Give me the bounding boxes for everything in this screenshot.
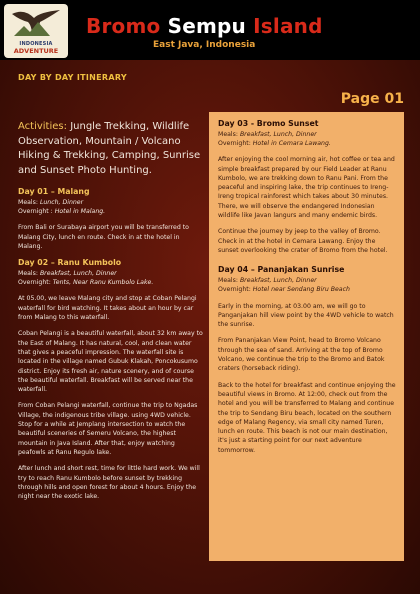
day4-overnight-label: Overnight: (218, 286, 251, 294)
day3-paragraph-1: After enjoying the cool morning air, hot coffee or tea and simple breakfast prepared by our Field Leader at Ranu Kumbolo, we are trekking down to Ranu Pani. From the peaceful and inspiring lake, the trip continues to Ireng-Ireng tropical rainforest which takes about 30 minutes. There, we will observe the endangered Indonesian wildlife like Javan langurs and many endemic birds. (218, 156, 395, 220)
day1-heading: Day 01 – Malang (18, 187, 90, 196)
header-bar (0, 0, 420, 60)
day2-paragraph-2: Coban Pelangi is a beautiful waterfall, about 32 km away to the East of Malang. It has natural, cool, and clean water that gives a peaceful impression. The waterfall site is located in the village named Gubuk Klakah, Poncokusumo district. Enjoy its fresh air, nature scenery, and of course the beautiful waterfall. Breakfast will be served near the waterfall. (18, 330, 203, 394)
activities-label: Activities: (18, 121, 67, 132)
day3-overnight-value: Hotel in Cemara Lawang. (252, 139, 331, 147)
day3-meals-label: Meals: (218, 130, 238, 138)
day4-heading: Day 04 – Pananjakan Sunrise (218, 265, 345, 275)
day2-overnight (18, 278, 203, 287)
company-logo (4, 4, 68, 58)
title-word-3: Island (253, 14, 323, 38)
day1-meals (18, 198, 203, 207)
logo-text-top: INDONESIA (19, 41, 53, 47)
day4-overnight (218, 285, 396, 294)
page-subtitle: East Java, Indonesia (153, 40, 256, 50)
day2-meals-label: Meals: (18, 269, 38, 277)
day3-overnight (218, 139, 396, 148)
day2-paragraph-1: At 05.00, we leave Malang city and stop at Coban Pelangi waterfall for bird watching. It takes about an hour by car from Malang to this waterfall. (18, 295, 197, 322)
day1-meals-label: Meals: (18, 198, 38, 206)
day2-meals-value: Breakfast, Lunch, Dinner (39, 269, 117, 277)
day2-paragraph-3: From Coban Pelangi waterfall, continue the trip to Ngadas Village, the indigenous tribe village. using 4WD vehicle. Stop for a while at Jemplang intersection to watch the beautiful sceneries of Semeru Volcano, the highest mountain in Java Island. After that, enjoy watching peafowls at Ranu Regulo lake. (18, 402, 198, 456)
activities-summary (18, 120, 203, 178)
title-word-2: Sempu (167, 14, 246, 38)
day2-paragraph-4: After lunch and short rest, time for little hard work. We will try to reach Ranu Kumbolo before sunset by trekking through hills and open forest for about 4 hours. Enjoy the night near the exotic lake. (18, 465, 200, 501)
eagle-logo-icon (10, 6, 62, 40)
day3-meals-value: Breakfast, Lunch, Dinner (239, 130, 317, 138)
day1-overnight (18, 207, 203, 216)
day4-paragraph-2: From Pananjakan View Point, head to Bromo Volcano through the sea of sand. Arriving at the top of Bromo Volcano, we continue the trip to the Bromo and Batok craters (horseback riding). (218, 337, 385, 373)
section-title: DAY BY DAY ITINERARY (18, 73, 127, 82)
day3-overnight-label: Overnight: (218, 139, 251, 147)
day3-heading: Day 03 - Bromo Sunset (218, 119, 319, 128)
day3-paragraph-2: Continue the journey by jeep to the valley of Bromo. Check in at the hotel in Cemara Lawang. Enjoy the sunset overlooking the crater of Bromo from the hotel. (218, 228, 388, 254)
day2-heading: Day 02 – Ranu Kumbolo (18, 258, 122, 268)
logo-text-bottom: ADVENTURE (13, 47, 59, 55)
page-title (86, 14, 323, 38)
left-column (18, 120, 203, 501)
day2-meals (18, 269, 203, 278)
right-column-box (209, 112, 404, 561)
day4-paragraph-3: Back to the hotel for breakfast and continue enjoying the beautiful views in Bromo. At 12:00, check out from the hotel and you will be transferred to Malang and continue the trip to Sendang Biru beach, located on the southern edge of Malang Regency, via small city named Turen, lunch en route. This beach is not our main destination, it's just a starting point for our next adventure tommorrow. (218, 381, 396, 454)
day3-meals (218, 130, 396, 139)
page-number: Page 01 (340, 91, 404, 107)
day1-paragraph-1: From Bali or Surabaya airport you will be transferred to Malang City, lunch en route. Check in at the hotel in Malang. (18, 224, 189, 250)
day1-overnight-value: Hotel in Malang. (54, 207, 106, 215)
day4-meals (218, 276, 396, 285)
day2-overnight-value: Tents, Near Ranu Kumbolo Lake. (52, 279, 154, 287)
title-word-1: Bromo (86, 14, 161, 38)
day1-overnight-label: Overnight : (18, 207, 53, 215)
day2-overnight-label: Overnight: (18, 279, 51, 287)
day4-overnight-value: Hotel near Sendang Biru Beach (252, 286, 350, 294)
day1-meals-value: Lunch, Dinner (39, 198, 84, 206)
day4-meals-label: Meals: (218, 276, 238, 284)
day4-meals-value: Breakfast, Lunch, Dinner (239, 276, 317, 284)
day4-paragraph-1: Early in the morning, at 03.00 am, we will go to Panganjakan hill view point by the 4WD vehicle to watch the sunrise. (218, 302, 394, 329)
activities-text: Jungle Trekking, Wildlife Observation, Mountain / Volcano Hiking & Trekking, Camping, Sunrise and Sunset Photo Hunting. (18, 121, 201, 176)
